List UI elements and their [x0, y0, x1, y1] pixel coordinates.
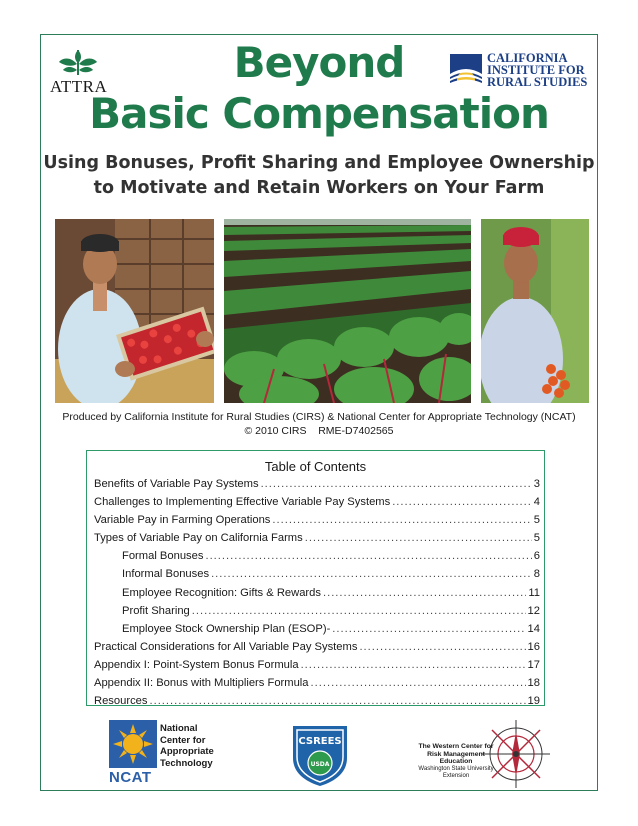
toc-entry-title: Formal Bonuses: [122, 550, 204, 563]
toc-leader: [323, 587, 526, 599]
toc-entry-title: Practical Considerations for All Variable Pay Systems: [94, 640, 358, 653]
toc-leader: [332, 623, 525, 635]
sun-icon: [109, 720, 157, 768]
toc-entry-page: 11: [528, 586, 540, 599]
toc-entry[interactable]: [94, 496, 540, 514]
subtitle-line-1: Using Bonuses, Profit Sharing and Employee Ownership: [43, 153, 595, 173]
toc-leader: [305, 532, 532, 544]
toc-entry[interactable]: [94, 532, 540, 550]
wcrme-logo: [412, 718, 552, 790]
wcrme-name: [414, 743, 498, 781]
ncat-line-4: Technology: [160, 757, 213, 769]
photo-worker-strawberries: [55, 219, 214, 403]
title-line-2: Basic Compensation: [89, 89, 549, 138]
title-line-1: Beyond: [233, 38, 405, 87]
toc-entry[interactable]: [94, 641, 540, 659]
copyright-line: [0, 424, 638, 438]
svg-text:CSREES: CSREES: [298, 736, 342, 747]
toc-leader: [149, 695, 525, 707]
toc-entry[interactable]: [94, 659, 540, 677]
toc-entry-title: Appendix II: Bonus with Multipliers Formula: [94, 677, 309, 690]
toc-entry-title: Employee Stock Ownership Plan (ESOP)-: [122, 622, 331, 635]
toc-subentry[interactable]: [94, 623, 540, 641]
toc-entry-page: 5: [533, 514, 540, 527]
toc-entry[interactable]: [94, 677, 540, 695]
csrees-seal-icon: [287, 722, 353, 788]
photo-worker-tomatoes: [481, 219, 589, 403]
ncat-logo: [109, 720, 214, 786]
toc-entry-title: Informal Bonuses: [122, 568, 210, 581]
cirs-line-3: RURAL STUDIES: [487, 75, 588, 89]
toc-entry-page: 14: [527, 622, 540, 635]
toc-entry[interactable]: [94, 695, 540, 713]
ncat-line-2: Center for: [160, 734, 206, 746]
toc-subentry[interactable]: [94, 568, 540, 586]
toc-entry-page: 5: [533, 532, 540, 545]
toc-entry-page: 3: [533, 478, 540, 490]
toc-subentry[interactable]: [94, 587, 540, 605]
toc-subentry[interactable]: [94, 550, 540, 568]
toc-leader: [392, 496, 532, 508]
csrees-logo: [287, 722, 353, 788]
cirs-line-2: INSTITUTE FOR: [487, 63, 585, 77]
ncat-wordmark: NCAT: [109, 769, 152, 786]
toc-entry-title: Resources: [94, 695, 148, 708]
toc-entry-page: 17: [527, 658, 540, 671]
toc-entry-page: 4: [533, 496, 540, 509]
ncat-line-3: Appropriate: [160, 746, 214, 757]
toc-entry-page: 6: [533, 550, 540, 563]
toc-heading: Table of Contents: [264, 459, 367, 474]
toc-leader: [359, 641, 525, 653]
photo-crop-field: [224, 219, 471, 403]
toc-entry-title: Benefits of Variable Pay Systems: [94, 478, 259, 490]
copyright: © 2010 CIRS: [244, 425, 307, 437]
toc-entry[interactable]: [94, 478, 540, 496]
table-of-contents: [86, 450, 545, 706]
toc-entry-title: Challenges to Implementing Effective Variable Pay Systems: [94, 496, 391, 509]
toc-entry-title: Types of Variable Pay on California Farms: [94, 532, 303, 545]
toc-entry-page: 16: [527, 640, 540, 653]
toc-leader: [311, 677, 526, 689]
attra-wordmark: ATTRA: [50, 77, 108, 96]
wcrme-line-3: Washington State University Extension: [418, 765, 494, 779]
toc-subentry[interactable]: [94, 605, 540, 623]
toc-entry-title: Employee Recognition: Gifts & Rewards: [122, 586, 321, 599]
toc-entry-page: 18: [527, 677, 540, 690]
toc-leader: [272, 514, 531, 526]
toc-leader: [192, 605, 526, 617]
document-code: RME-D7402565: [318, 425, 394, 437]
toc-leader: [211, 568, 532, 580]
wcrme-line-2: Risk Management Education: [427, 750, 485, 765]
toc-entry-title: Profit Sharing: [122, 604, 190, 617]
toc-list: [94, 478, 540, 713]
subtitle: [0, 151, 638, 201]
wcrme-line-1: The Western Center for: [418, 743, 494, 750]
subtitle-line-2: to Motivate and Retain Workers on Your Farm: [93, 178, 545, 198]
toc-entry-page: 12: [527, 604, 540, 617]
toc-leader: [301, 659, 526, 671]
toc-entry-page: 19: [527, 695, 540, 708]
toc-leader: [205, 550, 531, 562]
toc-leader: [261, 478, 532, 490]
toc-entry-title: Appendix I: Point-System Bonus Formula: [94, 658, 299, 671]
credits: [0, 410, 638, 438]
toc-entry-page: 8: [533, 568, 540, 581]
ncat-line-1: National: [160, 723, 198, 734]
cirs-line-1: CALIFORNIA: [487, 51, 568, 65]
produced-by: Produced by California Institute for Rural Studies (CIRS) & National Center for Appropriate Technology (NCAT): [62, 411, 576, 423]
toc-entry-title: Variable Pay in Farming Operations: [94, 514, 271, 527]
toc-entry[interactable]: [94, 514, 540, 532]
ncat-name: [160, 723, 214, 769]
svg-text:USDA: USDA: [310, 761, 330, 768]
